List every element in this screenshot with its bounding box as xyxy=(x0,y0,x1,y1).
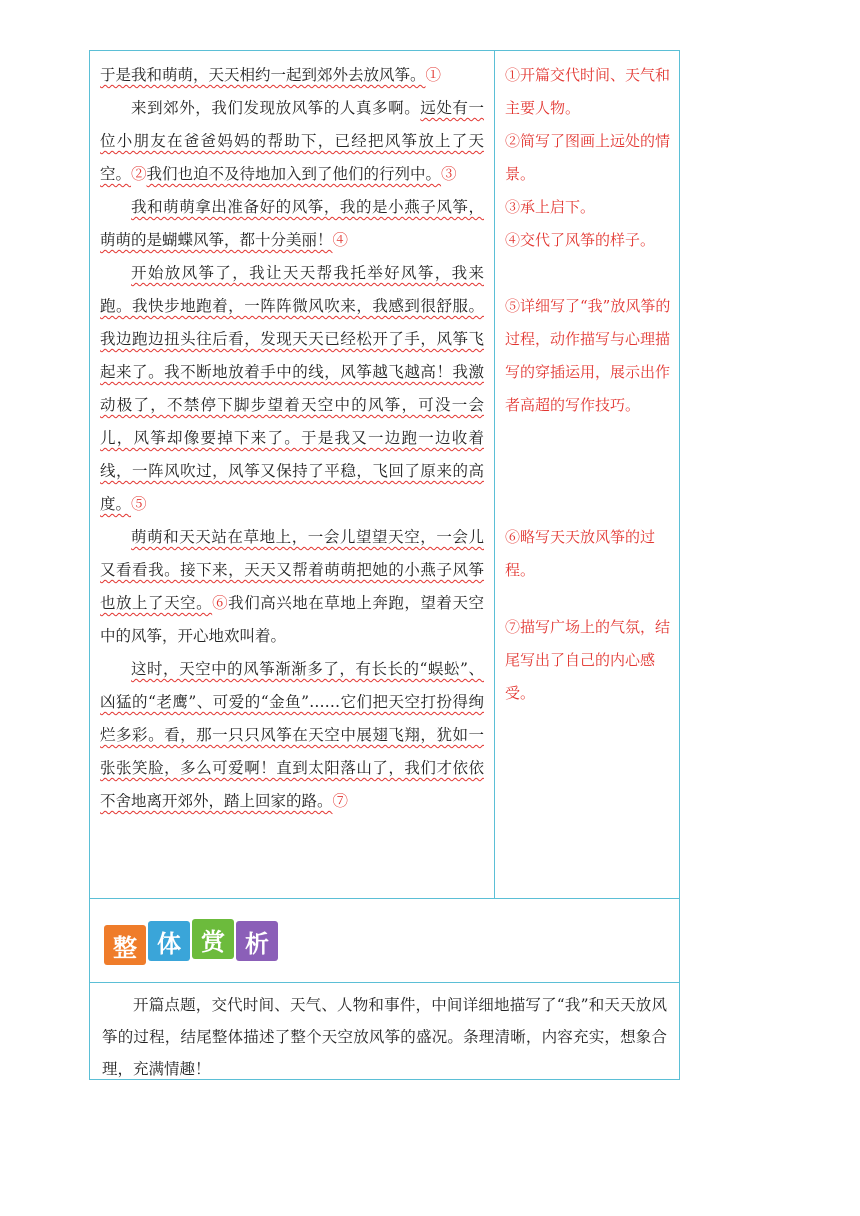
essay-paragraph-1: 于是我和萌萌，天天相约一起到郊外去放风筝。① xyxy=(100,66,442,84)
analysis-heading xyxy=(104,921,280,961)
annotation-note-7: ⑦描写广场上的气氛，结尾写出了自己的内心感受。 xyxy=(505,618,671,702)
annotation-marker-5: ⑤ xyxy=(131,495,147,513)
annotation-note-4: ④交代了风筝的样子。 xyxy=(505,231,656,249)
essay-paragraph-6: 这时，天空中的风筝渐渐多了，有长长的“蜈蚣”、凶猛的“老鹰”、可爱的“金鱼”……它们把天空打扮得绚烂多彩。看，那一只只风筝在天空中展翅飞翔，犹如一张张笑脸，多么可爱啊！直到太阳落山了，我们才依依不舍地离开郊外，踏上回家的路。⑦ xyxy=(100,660,484,810)
annotation-note-6: ⑥略写天天放风筝的过程。 xyxy=(505,528,656,579)
heading-tile-2: 体 xyxy=(148,921,190,961)
analysis-heading-row xyxy=(90,899,679,983)
annotation-note-2: ②简写了图画上远处的情景。 xyxy=(505,132,671,183)
analysis-summary xyxy=(90,983,679,1085)
heading-tile-4: 析 xyxy=(236,921,278,961)
annotation-note-5: ⑤详细写了“我”放风筝的过程，动作描写与心理描写的穿插运用，展示出作者高超的写作技巧。 xyxy=(505,297,671,414)
annotation-marker-6: ⑥ xyxy=(212,594,229,612)
essay-paragraph-5: 萌萌和天天站在草地上，一会儿望望天空，一会儿又看看我。接下来，天天又帮着萌萌把她的小燕子风筝也放上了天空。⑥我们高兴地在草地上奔跑，望着天空中的风筝，开心地欢叫着。 xyxy=(100,528,484,645)
essay-paragraph-3: 我和萌萌拿出准备好的风筝，我的是小燕子风筝，萌萌的是蝴蝶风筝，都十分美丽！④ xyxy=(100,198,484,249)
annotation-marker-2: ② xyxy=(131,165,147,183)
heading-tile-1: 整 xyxy=(104,925,146,965)
essay-table xyxy=(89,50,680,1080)
annotation-note-1: ①开篇交代时间、天气和主要人物。 xyxy=(505,66,671,117)
heading-tile-3: 赏 xyxy=(192,919,234,959)
annotation-marker-1: ① xyxy=(425,66,442,84)
annotation-marker-4: ④ xyxy=(332,231,349,249)
essay-row xyxy=(90,51,679,899)
essay-paragraph-4: 开始放风筝了，我让天天帮我托举好风筝，我来跑。我快步地跑着，一阵阵微风吹来，我感到很舒服。我边跑边扭头往后看，发现天天已经松开了手，风筝飞起来了。我不断地放着手中的线，风筝越飞越高！我激动极了，不禁停下脚步望着天空中的风筝，可没一会儿，风筝却像要掉下来了。于是我又一边跑一边收着线，一阵风吹过，风筝又保持了平稳，飞回了原来的高度。⑤ xyxy=(100,264,484,513)
essay-paragraph-2: 来到郊外，我们发现放风筝的人真多啊。远处有一位小朋友在爸爸妈妈的帮助下，已经把风筝放上了天空。②我们也迫不及待地加入到了他们的行列中。③ xyxy=(100,99,484,183)
annotation-column xyxy=(495,51,679,906)
annotation-note-3: ③承上启下。 xyxy=(505,198,596,216)
annotation-marker-3: ③ xyxy=(441,165,457,183)
summary-text: 开篇点题，交代时间、天气、人物和事件，中间详细地描写了“我”和天天放风筝的过程，结尾整体描述了整个天空放风筝的盛况。条理清晰，内容充实，想象合理，充满情趣！ xyxy=(102,996,667,1078)
essay-text-column xyxy=(90,51,495,898)
annotation-marker-7: ⑦ xyxy=(332,792,349,810)
